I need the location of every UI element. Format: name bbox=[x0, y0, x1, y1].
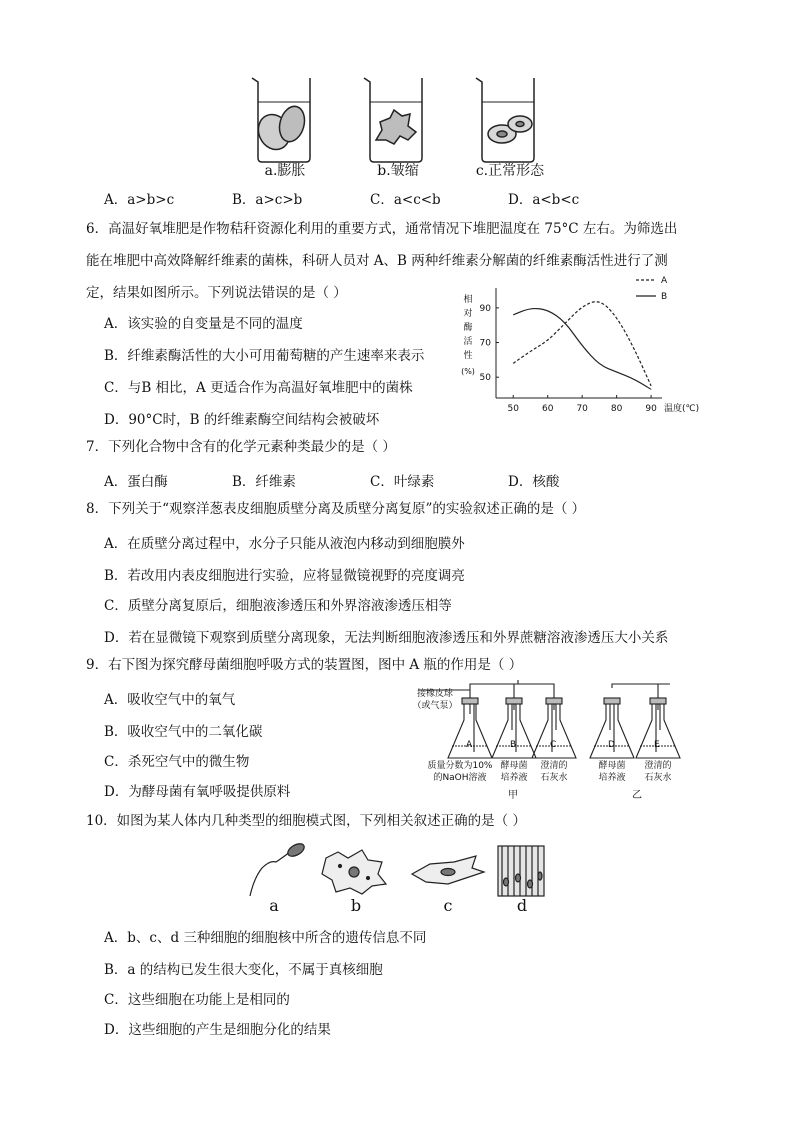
q5-option-c: C．a<c<b bbox=[370, 192, 441, 208]
cell-types-figure bbox=[240, 838, 550, 918]
beakers-illustration bbox=[240, 70, 570, 165]
sperm-cell bbox=[250, 852, 290, 896]
q8-option-d: D．若在显微镜下观察到质壁分离现象，无法判断细胞液渗透压和外界蔗糖溶液渗透压大小关系 bbox=[104, 630, 669, 646]
q7-option-c: C．叶绿素 bbox=[370, 474, 435, 490]
beaker-c bbox=[476, 78, 534, 162]
q6-stem-line-1: 6．高温好氧堆肥是作物秸秆资源化利用的重要方式，通常情况下堆肥温度在 75°C 左右。为筛选出 bbox=[86, 221, 678, 237]
q10-option-b: B．a 的结构已发生很大变化，不属于真核细胞 bbox=[104, 962, 383, 978]
flask-letter-e: E bbox=[654, 740, 660, 750]
beaker-a bbox=[252, 78, 310, 162]
q5-option-a: A．a>b>c bbox=[104, 192, 175, 208]
q6-option-b: B．纤维素酶活性的大小可用葡萄糖的产生速率来表示 bbox=[104, 348, 425, 364]
cells-illustration bbox=[240, 838, 550, 900]
flask-letter-d: D bbox=[608, 740, 615, 750]
caption-b: b.皱缩 bbox=[377, 163, 419, 179]
q10-option-a: A．b、c、d 三种细胞的细胞核中所含的遗传信息不同 bbox=[104, 930, 427, 946]
q7-option-d: D．核酸 bbox=[508, 474, 560, 490]
q10-option-c: C．这些细胞在功能上是相同的 bbox=[104, 992, 290, 1008]
caption-a: a.膨胀 bbox=[264, 163, 306, 179]
x-tick-label: 90 bbox=[645, 404, 657, 414]
q9-stem: 9．右下图为探究酵母菌细胞呼吸方式的装置图，图中 A 瓶的作用是（ ） bbox=[86, 657, 523, 673]
cell-label-c: c bbox=[443, 896, 453, 915]
pump-label: 接橡皮球 （或气泵） bbox=[412, 689, 458, 711]
x-tick-label: 50 bbox=[507, 404, 519, 414]
label-yeast-jia: 酵母菌 培养液 bbox=[500, 761, 528, 783]
y-tick-label: 70 bbox=[479, 338, 491, 349]
label-limewater-yi: 澄清的 石灰水 bbox=[644, 761, 672, 783]
label-yeast-yi: 酵母菌 培养液 bbox=[598, 761, 626, 783]
y-axis-label-char: 酶 bbox=[463, 323, 473, 333]
group-label-yi: 乙 bbox=[632, 790, 642, 801]
q9-option-d: D．为酵母菌有氧呼吸提供原料 bbox=[104, 784, 291, 800]
beaker-b bbox=[364, 78, 422, 162]
q5-option-d: D．a<b<c bbox=[508, 192, 580, 208]
x-tick-label: 70 bbox=[576, 404, 588, 414]
q5-option-b: B．a>c>b bbox=[232, 192, 303, 208]
q6-option-c: C．与B 相比，A 更适合作为高温好氧堆肥中的菌株 bbox=[104, 380, 413, 396]
y-tick-label: 90 bbox=[479, 303, 491, 314]
cell-d bbox=[498, 846, 544, 896]
q6-option-a: A．该实验的自变量是不同的温度 bbox=[104, 316, 303, 332]
label-naoh: 质量分数为10% 的NaOH溶液 bbox=[427, 761, 493, 783]
cell-label-d: d bbox=[516, 896, 528, 915]
q8-option-a: A．在质壁分离过程中，水分子只能从液泡内移动到细胞膜外 bbox=[104, 536, 465, 552]
legend-label-A: A bbox=[661, 276, 668, 286]
caption-c: c.正常形态 bbox=[475, 163, 545, 179]
y-axis-label-char: 对 bbox=[463, 309, 473, 319]
yeast-apparatus-figure bbox=[410, 680, 710, 802]
q8-option-c: C．质壁分离复原后，细胞液渗透压和外界溶液渗透压相等 bbox=[104, 598, 452, 614]
x-tick-label: 60 bbox=[541, 404, 554, 414]
flask-letter-b: B bbox=[510, 740, 517, 750]
q9-option-a: A．吸收空气中的氧气 bbox=[104, 692, 236, 708]
legend-label-B: B bbox=[661, 292, 668, 302]
label-limewater-jia: 澄清的 石灰水 bbox=[540, 761, 568, 783]
q10-stem: 10．如图为某人体内几种类型的细胞模式图，下列相关叙述正确的是（ ） bbox=[86, 813, 526, 829]
q6-option-d: D．90°C时，B 的纤维素酶空间结构会被破坏 bbox=[104, 412, 380, 428]
q8-option-b: B．若改用内表皮细胞进行实验，应将显微镜视野的亮度调亮 bbox=[104, 568, 465, 584]
y-axis-label-char: 活 bbox=[463, 337, 473, 347]
group-label-jia: 甲 bbox=[508, 790, 518, 801]
flask-letter-c: C bbox=[550, 740, 557, 750]
cell-label-a: a bbox=[269, 896, 279, 915]
series-line-A bbox=[513, 302, 651, 386]
q7-stem: 7．下列化合物中含有的化学元素种类最少的是（ ） bbox=[86, 439, 396, 455]
y-axis-label-char: 性 bbox=[463, 351, 473, 361]
q7-option-a: A．蛋白酶 bbox=[104, 474, 168, 490]
beaker-figure bbox=[240, 70, 570, 180]
cell-label-b: b bbox=[350, 896, 362, 915]
q9-option-c: C．杀死空气中的微生物 bbox=[104, 754, 250, 770]
q9-option-b: B．吸收空气中的二氧化碳 bbox=[104, 724, 263, 740]
q6-stem-line-2: 能在堆肥中高效降解纤维素的菌株，科研人员对 A、B 两种纤维素分解菌的纤维素酶活性进行了测 bbox=[86, 253, 668, 269]
q8-stem: 8．下列关于“观察洋葱表皮细胞质壁分离及质壁分离复原”的实验叙述正确的是（ ） bbox=[86, 501, 586, 517]
q10-option-d: D．这些细胞的产生是细胞分化的结果 bbox=[104, 1022, 331, 1038]
y-axis-label-unit: (%) bbox=[461, 367, 475, 376]
q6-stem-line-3: 定，结果如图所示。下列说法错误的是（ ） bbox=[86, 285, 347, 301]
x-tick-label: 80 bbox=[610, 404, 623, 414]
x-axis-label: 温度(℃) bbox=[664, 404, 700, 414]
y-tick-label: 50 bbox=[479, 373, 491, 384]
flask-letter-a: A bbox=[466, 740, 473, 750]
y-axis-label-char: 相 bbox=[463, 295, 473, 305]
q7-option-b: B．纤维素 bbox=[232, 474, 296, 490]
enzyme-activity-chart bbox=[458, 272, 708, 422]
